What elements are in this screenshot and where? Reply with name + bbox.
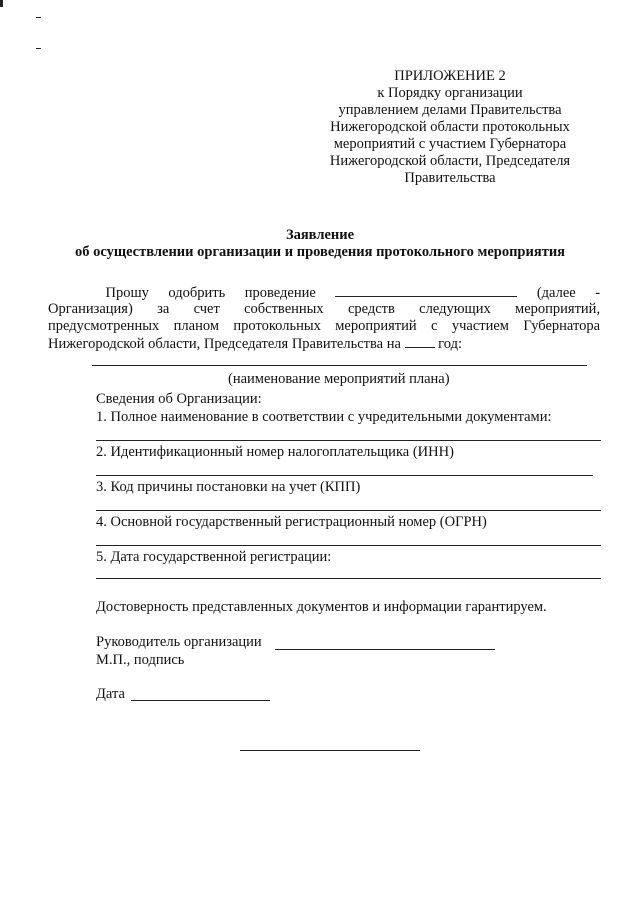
event-name-blank <box>335 284 517 297</box>
field-reg-date-line <box>96 578 601 579</box>
events-line <box>92 365 587 366</box>
document-subtitle: об осуществлении организации и проведения протокольного мероприятия <box>74 244 566 260</box>
closing-rule <box>240 750 420 751</box>
appendix-header <box>300 68 600 187</box>
intro-line-2: Организация) за счет собственных средств следующих мероприятий, <box>48 301 601 317</box>
appendix-line: управлением делами Правительства <box>338 102 562 118</box>
stamp-signature-label: М.П., подпись <box>96 652 185 668</box>
appendix-number: ПРИЛОЖЕНИЕ 2 <box>394 68 506 84</box>
field-reg-date-label: 5. Дата государственной регистрации: <box>96 549 332 565</box>
appendix-line: Правительства <box>404 170 496 186</box>
org-heading: Сведения об Организации: <box>96 391 262 407</box>
events-caption: (наименование мероприятий плана) <box>228 371 450 387</box>
intro-line-4: Нижегородской области, Председателя Правительства на год: <box>48 336 462 352</box>
intro-line-3: предусмотренных планом протокольных мероприятий с участием Губернатора <box>48 318 601 334</box>
field-ogrn-label: 4. Основной государственный регистрационный номер (ОГРН) <box>96 514 487 530</box>
field-inn-label: 2. Идентификационный номер налогоплательщика (ИНН) <box>96 444 454 460</box>
appendix-line: к Порядку организации <box>377 85 523 101</box>
appendix-line: Нижегородской области протокольных <box>330 119 570 135</box>
field-ogrn-line <box>96 545 601 546</box>
appendix-line: мероприятий с участием Губернатора <box>333 136 567 152</box>
year-blank <box>405 335 435 348</box>
document-title: Заявление <box>285 227 355 243</box>
field-inn-line <box>96 475 593 476</box>
scan-mark <box>36 48 41 49</box>
field-full-name-line <box>96 440 601 441</box>
appendix-line: Нижегородской области, Председателя <box>329 153 571 169</box>
head-signature-line <box>275 649 495 650</box>
scan-mark <box>36 17 41 18</box>
date-line <box>131 700 270 701</box>
field-kpp-label: 3. Код причины постановки на учет (КПП) <box>96 479 361 495</box>
date-label: Дата <box>96 686 125 702</box>
guarantee-text: Достоверность представленных документов и информации гарантируем. <box>96 599 547 615</box>
intro-line-1: Прошу одобрить проведение (далее - <box>105 285 601 301</box>
scan-mark <box>0 0 3 7</box>
field-full-name-label: 1. Полное наименование в соответствии с учредительными документами: <box>96 409 552 425</box>
head-signature-label: Руководитель организации <box>96 634 262 650</box>
field-kpp-line <box>96 510 601 511</box>
